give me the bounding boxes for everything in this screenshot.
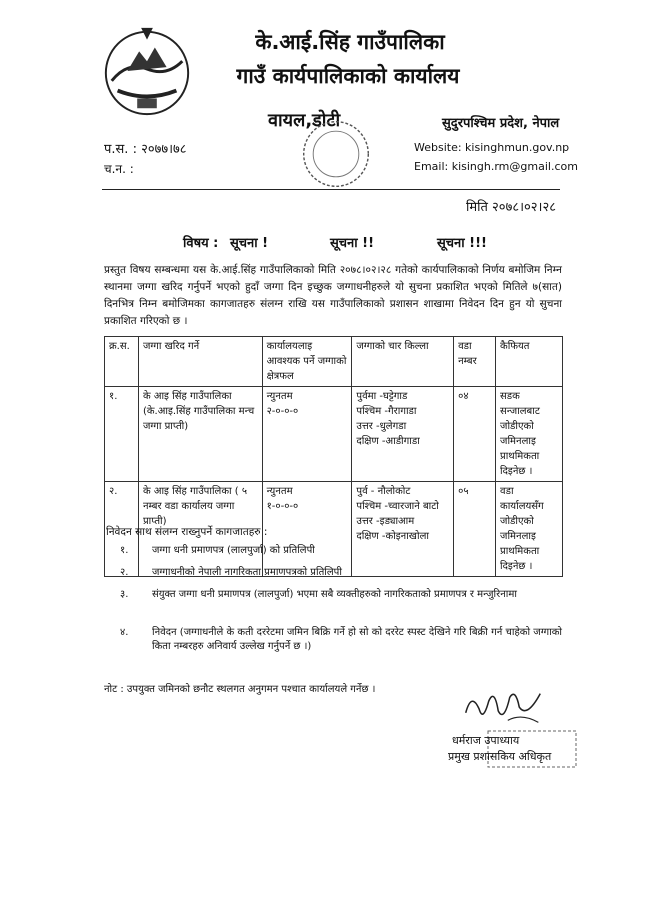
signatory-title: प्रमुख प्रशासकिय अधिकृत	[448, 750, 552, 763]
cell-area	[262, 482, 352, 577]
col-header: जग्गा खरिद गर्ने	[138, 337, 262, 387]
province-label: सुदुरपश्चिम प्रदेश, नेपाल	[442, 116, 560, 131]
boundary-north: उत्तर -धुलेगडा	[356, 421, 407, 432]
office-title: गाउँ कार्यपालिकाको कार्यालय	[236, 64, 460, 88]
boundary-east: पुर्व - नौलोकोट	[356, 486, 411, 497]
item-number: ३.	[120, 589, 129, 600]
area-label: न्युनतम	[266, 391, 293, 402]
notice-body: प्रस्तुत विषय सम्बन्धमा यस के.आई.सिंह गाउँपालिकाको मिति २०७८।०२।२८ गतेको कार्यपालिकाको निर्णय बमोजिम निम्न स्थानमा जग्गा खरिद गर्नुपर्ने भएको हुदाँ जग्गा दिन इच्छुक जग्गाधनीहरुले यो सुचना प्रकाशित भएको मितिले ७(सात) दिनभित्र निम्न बमोजिमका कागजातहरु संलग्न राखि यस गाउँपालिकाको प्रशासन शाखामा निवेदन दिन हुन यो सुचना प्रकाशित गरिएको छ ।	[104, 264, 562, 327]
subject-label: विषय :	[183, 236, 219, 251]
boundary-south: दक्षिण -आडीगाडा	[356, 436, 420, 447]
letter-number: प.स. : २०७७।७८	[104, 142, 187, 157]
office-location: वायल,डोटी	[268, 110, 341, 131]
cell-ward: ०४	[454, 387, 496, 482]
col-header: कैफियत	[496, 337, 563, 387]
item-text: संयुक्त जग्गा धनी प्रमाणपत्र (लालपुर्जा) भएमा सबै व्यक्तीहरुको नागरिकताको प्रमाणपत्र र मन्जुरिनामा	[152, 589, 517, 600]
subject-word-3: सूचना !!!	[437, 236, 487, 251]
item-number: २.	[120, 567, 129, 578]
letter-date: मिति २०७८।०२।२८	[466, 200, 556, 215]
note-text: नोट : उपयुक्त जमिनको छनौट स्थलगत अनुगमन पश्चात कार्यालयले गर्नेछ ।	[104, 684, 376, 695]
office-stamp	[298, 115, 374, 193]
table-row	[105, 387, 563, 482]
area-value: २-०-०-०	[266, 406, 299, 417]
cell-sn: २.	[105, 482, 139, 577]
boundary-west: पश्चिम -च्वारजाने बाटो	[356, 501, 439, 512]
cell-remark: सडक सन्जालबाट जोडीएको जमिनलाइ प्राथमिकता दिइनेछ ।	[496, 387, 563, 482]
item-text: निवेदन (जग्गाधनीले के कती दररेटमा जमिन बिक्रि गर्ने हो सो को दररेट स्पस्ट देखिने गरि बिक्री गर्न चाहेको जग्गाको किता नम्बरहरु अनिवार्य उल्लेख गर्नुपर्ने छ ।)	[152, 627, 562, 652]
attachments-title: निवेदन साथ संलग्न राख्नुपर्ने कागजातहरु :	[106, 526, 268, 538]
subject-word-2: सूचना !!	[330, 236, 375, 251]
subject-word-1: सूचना !	[230, 236, 269, 251]
signatory-name: धर्मराज उपाध्याय	[452, 734, 520, 747]
cell-area	[262, 387, 352, 482]
col-header: जग्गाको चार किल्ला	[352, 337, 454, 387]
boundary-north: उत्तर -इड्याआम	[356, 516, 415, 527]
email-text: Email: kisingh.rm@gmail.com	[414, 160, 578, 173]
cell-sn: १.	[105, 387, 139, 482]
area-label: न्युनतम	[266, 486, 293, 497]
area-value: १-०-०-०	[266, 501, 299, 512]
col-header: वडा नम्बर	[454, 337, 496, 387]
municipality-title: के.आई.सिंह गाउँपालिका	[255, 30, 445, 54]
boundary-east: पुर्वमा -घट्टेगाड	[356, 391, 408, 402]
item-number: १.	[120, 545, 129, 556]
col-header: क्र.स.	[105, 337, 139, 387]
boundary-south: दक्षिण -कोइनाखोला	[356, 531, 429, 542]
cell-buyer: के आइ सिंह गाउँपालिका (के.आइ.सिंह गाउँपालिका मन्च जग्गा प्राप्ती)	[138, 387, 262, 482]
nepal-emblem-logo	[98, 22, 196, 120]
land-table	[104, 336, 563, 577]
cell-boundaries	[352, 482, 454, 577]
item-text: जग्गाधनीको नेपाली नागरिकता प्रमाणपत्रको प्रतिलिपी	[152, 567, 342, 578]
cell-ward: ०५	[454, 482, 496, 577]
dispatch-number: च.न. :	[104, 162, 134, 176]
table-header-row	[105, 337, 563, 387]
boundary-west: पश्चिम -गैरागाडा	[356, 406, 417, 417]
col-header: कार्यालयलाइ आवश्यक पर्ने जग्गाको क्षेत्रफल	[262, 337, 352, 387]
website-text: Website: kisinghmun.gov.np	[414, 141, 570, 154]
cell-buyer: के आइ सिंह गाउँपालिका ( ५ नम्बर वडा कार्यालय जग्गा प्राप्ती)	[138, 482, 262, 577]
cell-boundaries	[352, 387, 454, 482]
cell-remark: वडा कार्यालयसँग जोडीएको जमिनलाइ प्राथमिकता दिइनेछ ।	[496, 482, 563, 577]
header-divider	[102, 189, 560, 190]
item-text: जग्गा धनी प्रमाणपत्र (लालपुर्जा) को प्रतिलिपी	[152, 545, 315, 556]
item-number: ४.	[120, 627, 129, 638]
